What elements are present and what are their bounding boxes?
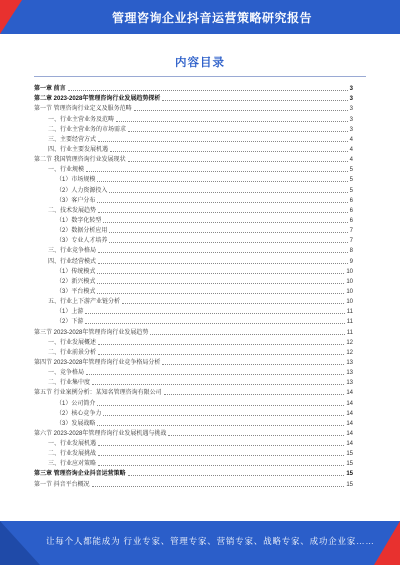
toc-entry-title: 第一章 前言 [34, 86, 66, 93]
toc-entry[interactable] [34, 83, 353, 93]
toc-entry-page: 14 [346, 420, 353, 427]
toc-entry-page: 5 [349, 187, 353, 194]
toc-entry-title: 四、行业主要发展机遇 [48, 146, 109, 153]
toc-leader-dots [68, 90, 348, 91]
toc-entry[interactable] [34, 113, 353, 123]
toc-leader-dots [98, 465, 344, 466]
toc-entry-page: 10 [346, 278, 353, 285]
toc-leader-dots [98, 455, 344, 456]
header-accent-triangle [0, 0, 22, 34]
toc-leader-dots [85, 323, 344, 324]
toc-entry-title: 三、主要经营方式 [48, 136, 97, 143]
toc-leader-dots [103, 222, 347, 223]
toc-entry-page: 14 [346, 410, 353, 417]
toc-leader-dots [150, 334, 344, 335]
toc-entry-page: 11 [346, 329, 353, 336]
toc-entry-title: 二、行业发展挑战 [48, 451, 97, 458]
toc-entry-title: 一、竞争格局 [48, 370, 85, 377]
toc-entry-title: 一、行业发展概述 [48, 339, 97, 346]
toc-entry-page: 5 [349, 177, 353, 184]
toc-entry-title: （2）新兴模式 [56, 278, 96, 285]
toc-entry-title: （1）传统模式 [56, 268, 96, 275]
toc-leader-dots [128, 161, 348, 162]
toc-entry[interactable] [34, 245, 353, 255]
toc-entry-page: 6 [349, 197, 353, 204]
toc-entry[interactable] [34, 225, 353, 235]
toc-entry-page: 6 [349, 217, 353, 224]
toc-entry[interactable] [34, 235, 353, 245]
toc-leader-dots [122, 303, 344, 304]
toc-entry[interactable] [34, 458, 353, 468]
toc-entry-page: 7 [349, 228, 353, 235]
toc-leader-dots [110, 151, 348, 152]
toc-entry-title: 第三节 2023-2028年管理咨询行业发展趋势 [34, 329, 149, 336]
toc-entry-title: 三、行业竞争格局 [48, 248, 97, 255]
toc-entry-page: 14 [346, 430, 353, 437]
toc-leader-dots [97, 181, 347, 182]
toc-entry-title: （2）下游 [56, 319, 84, 326]
toc-entry-title: （3）客户分布 [56, 197, 96, 204]
toc-entry-title: （3）发展战略 [56, 420, 96, 427]
toc-leader-dots [97, 425, 344, 426]
toc-entry[interactable] [34, 377, 353, 387]
toc-entry[interactable] [34, 387, 353, 397]
toc-entry-title: （1）上游 [56, 309, 84, 316]
toc-entry-title: 第六节 2023-2028年管理咨询行业发展机遇与挑战 [34, 430, 167, 437]
toc-entry[interactable] [34, 93, 353, 103]
toc-entry-page: 13 [346, 370, 353, 377]
toc-entry[interactable] [34, 195, 353, 205]
toc-leader-dots [86, 374, 344, 375]
toc-entry[interactable] [34, 448, 353, 458]
toc-entry-page: 12 [346, 349, 353, 356]
toc-leader-dots [97, 283, 344, 284]
toc-heading: 内容目录 [175, 57, 225, 69]
toc-entry-title: 第四节 2023-2028年管理咨询行业竞争格局分析 [34, 359, 161, 366]
toc-leader-dots [97, 273, 344, 274]
toc-entry[interactable] [34, 164, 353, 174]
toc-entry-page: 4 [349, 146, 353, 153]
toc-entry-page: 15 [346, 461, 353, 468]
toc-entry-page: 3 [349, 116, 353, 123]
toc-entry[interactable] [34, 255, 353, 265]
toc-entry-title: 一、行业规模 [48, 167, 85, 174]
toc-entry-title: 五、行业上下游产业链分析 [48, 299, 121, 306]
toc-entry-title: 二、行业主营业务的市场需求 [48, 126, 127, 133]
toc-entry-title: （2）核心竞争力 [56, 410, 102, 417]
toc-entry[interactable] [34, 357, 353, 367]
toc-entry-title: （2）人力资源投入 [56, 187, 108, 194]
toc-entry-page: 13 [346, 359, 353, 366]
footer-accent-left [0, 521, 40, 565]
footer-bar [0, 521, 400, 565]
toc-entry-title: 第一节 抖音平台概况 [34, 481, 90, 488]
toc-entry-page: 8 [349, 248, 353, 255]
toc-entry-page: 10 [346, 288, 353, 295]
toc-entry-title: （1）市场规模 [56, 177, 96, 184]
toc-leader-dots [128, 131, 348, 132]
toc-entry-title: 二、行业前景分析 [48, 349, 97, 356]
toc-leader-dots [162, 100, 347, 101]
toc-entry-title: 二、行业集中度 [48, 380, 91, 387]
toc-entry[interactable] [34, 316, 353, 326]
toc-leader-dots [97, 405, 344, 406]
toc-entry-title: 第二节 我国管理咨询行业发展现状 [34, 157, 126, 164]
toc-leader-dots [97, 202, 347, 203]
table-of-contents [34, 83, 353, 489]
footer-slogan: 让每个人都能成为 行业专家、管理专家、营销专家、战略专家、成功企业家…… [46, 536, 375, 546]
toc-leader-dots [86, 171, 348, 172]
toc-leader-dots [162, 364, 344, 365]
toc-entry[interactable] [34, 205, 353, 215]
toc-entry-title: 二、技术发展趋势 [48, 207, 97, 214]
toc-leader-dots [109, 232, 347, 233]
toc-leader-dots [168, 435, 344, 436]
toc-leader-dots [92, 486, 345, 487]
toc-entry-page: 4 [349, 157, 353, 164]
toc-entry[interactable] [34, 468, 353, 478]
toc-entry[interactable] [34, 428, 353, 438]
toc-entry[interactable] [34, 418, 353, 428]
toc-entry-page: 3 [349, 126, 353, 133]
toc-entry-page: 15 [346, 451, 353, 458]
toc-entry-title: （1）数字化转型 [56, 217, 102, 224]
toc-entry[interactable] [34, 103, 353, 113]
toc-entry-page: 14 [346, 390, 353, 397]
toc-entry-title: （3）平台模式 [56, 288, 96, 295]
toc-leader-dots [98, 252, 348, 253]
toc-entry[interactable] [34, 266, 353, 276]
footer-accent-right [374, 521, 400, 565]
toc-leader-dots [97, 293, 344, 294]
toc-leader-dots [103, 415, 344, 416]
toc-entry-page: 9 [349, 258, 353, 265]
toc-entry[interactable] [34, 337, 353, 347]
toc-entry-title: （1）公司简介 [56, 400, 96, 407]
toc-leader-dots [98, 344, 344, 345]
toc-leader-dots [98, 141, 348, 142]
toc-entry-title: 第五节 行业案例分析：某知名管理咨询有限公司 [34, 390, 162, 397]
toc-entry[interactable] [34, 478, 353, 488]
toc-entry-page: 15 [346, 471, 353, 478]
toc-entry[interactable] [34, 134, 353, 144]
toc-entry-page: 11 [346, 319, 353, 326]
toc-entry-title: 一、行业主营业务及范畴 [48, 116, 115, 123]
toc-entry[interactable] [34, 347, 353, 357]
toc-entry-page: 14 [346, 400, 353, 407]
toc-entry[interactable] [34, 286, 353, 296]
toc-entry[interactable] [34, 154, 353, 164]
toc-entry-page: 7 [349, 238, 353, 245]
toc-leader-dots [109, 192, 347, 193]
header-bar [0, 0, 400, 34]
toc-entry-title: 第二章 2023-2028年管理咨询行业发展趋势探析 [34, 96, 161, 103]
toc-entry-title: 第一节 管理咨询行业定义及服务范畴 [34, 106, 132, 113]
toc-entry[interactable] [34, 306, 353, 316]
toc-entry-title: （3）专业人才培养 [56, 238, 108, 245]
toc-leader-dots [98, 263, 348, 264]
toc-entry-page: 4 [349, 136, 353, 143]
toc-entry-page: 13 [346, 380, 353, 387]
toc-entry-page: 3 [349, 106, 353, 113]
toc-leader-dots [109, 242, 347, 243]
toc-entry-page: 15 [346, 481, 353, 488]
toc-divider [34, 76, 366, 77]
toc-entry[interactable] [34, 215, 353, 225]
toc-entry[interactable] [34, 174, 353, 184]
toc-entry[interactable] [34, 408, 353, 418]
toc-leader-dots [98, 445, 344, 446]
toc-entry-title: 三、行业应对策略 [48, 461, 97, 468]
toc-entry[interactable] [34, 438, 353, 448]
toc-entry-page: 10 [346, 268, 353, 275]
toc-leader-dots [116, 121, 348, 122]
toc-entry[interactable] [34, 184, 353, 194]
toc-entry-page: 10 [346, 299, 353, 306]
toc-leader-dots [98, 212, 348, 213]
toc-entry-page: 14 [346, 441, 353, 448]
toc-entry[interactable] [34, 276, 353, 286]
toc-entry[interactable] [34, 144, 353, 154]
toc-leader-dots [134, 110, 348, 111]
toc-entry[interactable] [34, 296, 353, 306]
toc-entry-title: 四、行业经营模式 [48, 258, 97, 265]
toc-leader-dots [164, 394, 345, 395]
toc-entry-title: 一、行业发展机遇 [48, 441, 97, 448]
toc-entry[interactable] [34, 326, 353, 336]
report-title: 管理咨询企业抖音运营策略研究报告 [111, 11, 312, 25]
toc-entry-page: 5 [349, 167, 353, 174]
toc-entry-page: 6 [349, 207, 353, 214]
toc-leader-dots [92, 384, 344, 385]
toc-leader-dots [85, 313, 344, 314]
toc-entry-page: 11 [346, 309, 353, 316]
toc-leader-dots [98, 354, 344, 355]
toc-entry-page: 3 [349, 86, 353, 93]
toc-leader-dots [128, 475, 345, 476]
toc-entry[interactable] [34, 397, 353, 407]
toc-entry-title: （2）数据分析应用 [56, 228, 108, 235]
toc-entry-title: 第三章 管理咨询企业抖音运营策略 [34, 471, 126, 478]
toc-entry-page: 12 [346, 339, 353, 346]
toc-entry-page: 3 [349, 96, 353, 103]
toc-entry[interactable] [34, 124, 353, 134]
toc-entry[interactable] [34, 367, 353, 377]
